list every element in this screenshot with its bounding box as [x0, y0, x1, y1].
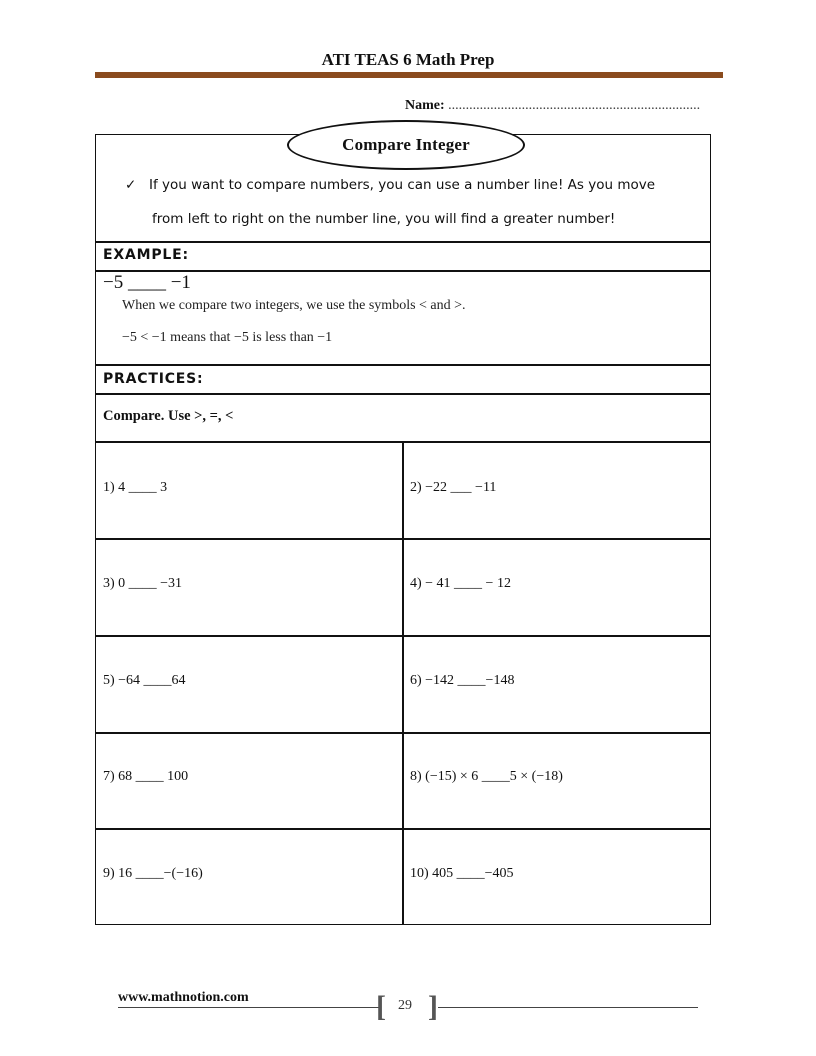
name-label: Name:	[405, 98, 445, 113]
page-number: 29	[398, 998, 412, 1013]
check-icon: ✓	[125, 177, 137, 193]
divider	[95, 364, 711, 366]
practice-problem: 5) −64 ____64	[103, 673, 186, 688]
header-rule	[95, 72, 723, 78]
practice-problem: 7) 68 ____ 100	[103, 769, 189, 784]
practice-problem: 3) 0 ____ −31	[103, 576, 183, 591]
footer-url: www.mathnotion.com	[118, 990, 249, 1005]
practice-problem: 4) − 41 ____ − 12	[410, 576, 511, 591]
footer-rule	[438, 1007, 698, 1008]
intro-text	[125, 168, 710, 236]
example-conclusion: −5 < −1 means that −5 is less than −1	[122, 330, 333, 345]
practice-problem: 8) (−15) × 6 ____5 × (−18)	[410, 769, 563, 784]
practice-problem: 9) 16 ____−(−16)	[103, 866, 203, 881]
example-problem: −5 ____ −1	[103, 272, 191, 293]
divider	[95, 241, 711, 243]
name-blank: ........................................................................	[448, 98, 701, 113]
practices-heading: PRACTICES:	[103, 371, 204, 387]
footer-rule	[118, 1007, 380, 1008]
practice-problem: 2) −22 ___ −11	[410, 480, 497, 495]
divider	[95, 393, 711, 395]
example-heading: EXAMPLE:	[103, 247, 189, 263]
name-field	[405, 98, 700, 114]
practice-problem: 6) −142 ____−148	[410, 673, 515, 688]
column-divider	[402, 441, 404, 924]
intro-line-2: from left to right on the number line, you will find a greater number!	[152, 211, 616, 227]
right-bracket-icon: ]	[428, 990, 438, 1023]
left-bracket-icon: [	[376, 990, 386, 1023]
intro-line-1: If you want to compare numbers, you can use a number line! As you move	[149, 177, 656, 193]
document-title: ATI TEAS 6 Math Prep	[321, 50, 495, 69]
topic-title: Compare Integer	[287, 120, 525, 170]
practice-problem: 10) 405 ____−405	[410, 866, 514, 881]
practice-problem: 1) 4 ____ 3	[103, 480, 168, 495]
example-explanation: When we compare two integers, we use the symbols < and >.	[122, 298, 466, 313]
practice-instruction: Compare. Use >, =, <	[103, 408, 234, 424]
